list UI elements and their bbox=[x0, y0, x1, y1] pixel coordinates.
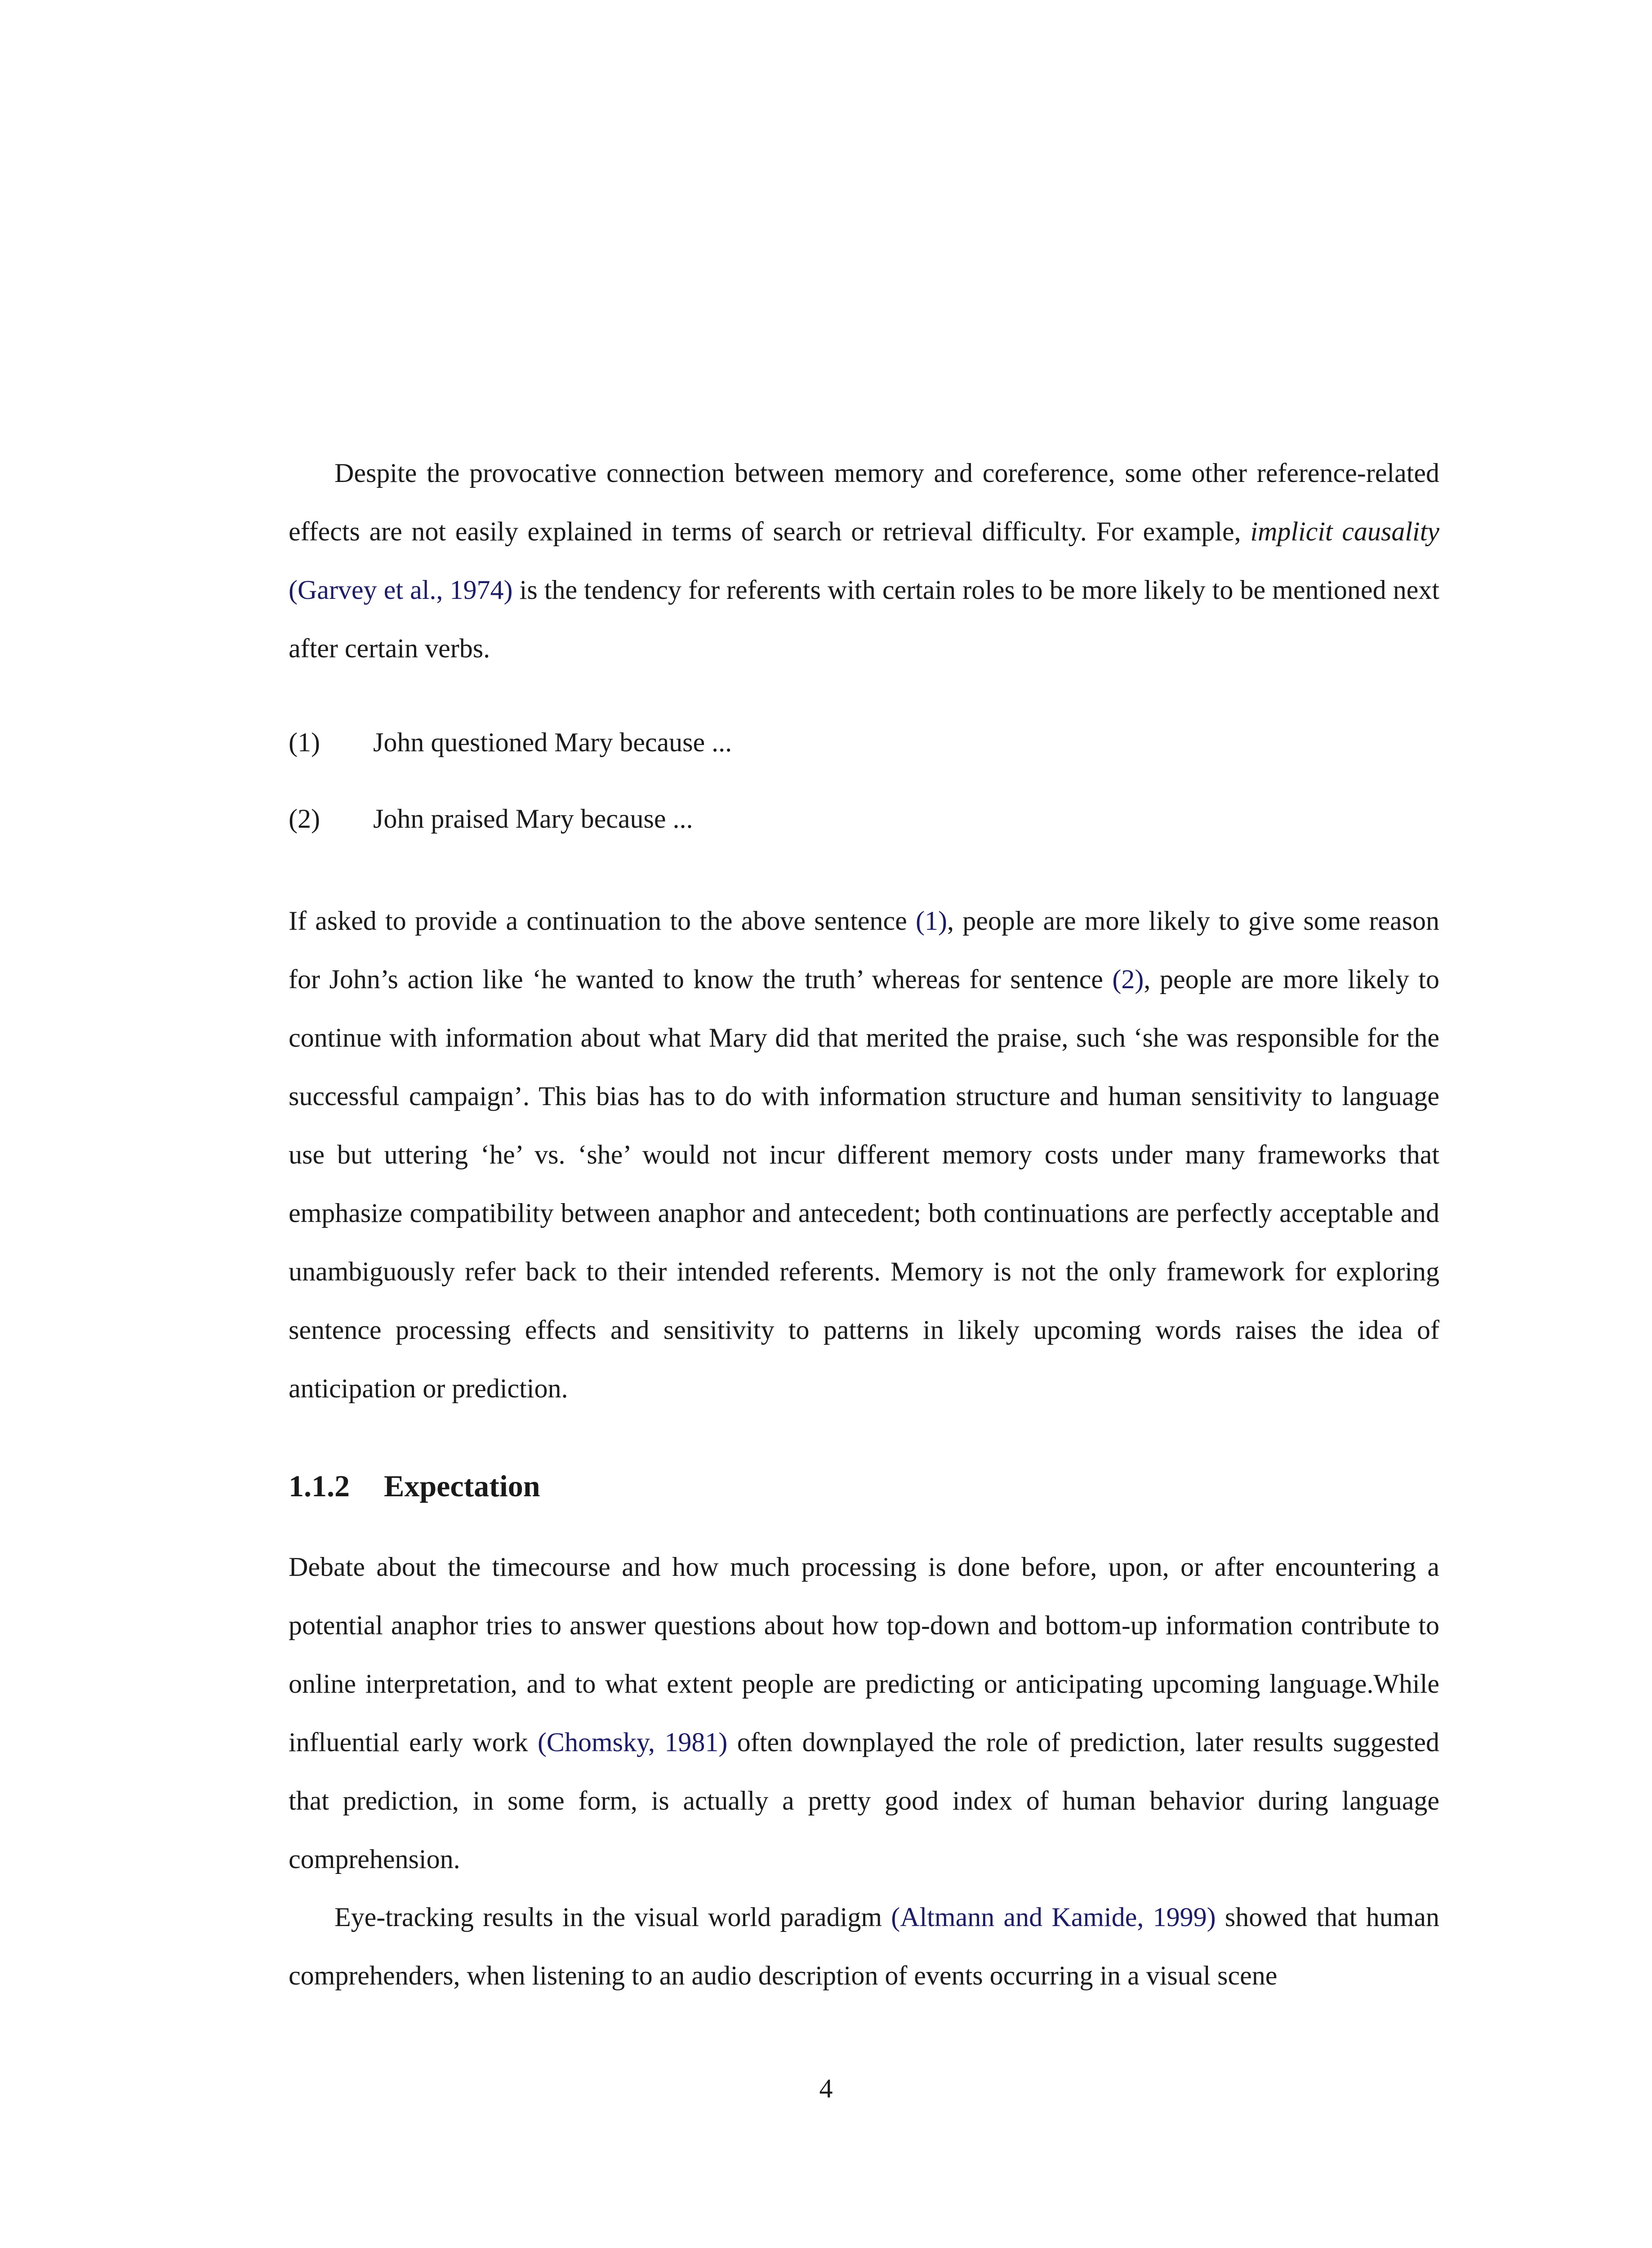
paragraph-eye-tracking: Eye-tracking results in the visual world paradigm (Altmann and Kamide, 1999) showed that human comprehenders, when listening to an audio description of events occurring in a visual scene bbox=[289, 1902, 1439, 1990]
citation-chomsky[interactable]: (Chomsky, 1981) bbox=[537, 1727, 728, 1757]
section-heading bbox=[289, 1463, 540, 1508]
example-1 bbox=[289, 724, 732, 760]
example-2 bbox=[289, 801, 693, 837]
page-number: 4 bbox=[819, 2074, 833, 2103]
example-ref-2[interactable]: (2) bbox=[1112, 964, 1144, 994]
section-title: Expectation bbox=[384, 1469, 540, 1503]
paragraph-timecourse: Debate about the timecourse and how much processing is done before, upon, or after encountering a potential anaphor tries to answer questions about how top-down and bottom-up information contribute to online interpretation, and to what extent people are predicting or anticipating upcoming language.While influential early work (Chomsky, 1981) often downplayed the role of prediction, later results suggested that prediction, in some form, is actually a pretty good index of human behavior during language comprehension. bbox=[289, 1552, 1439, 1874]
example-ref-1[interactable]: (1) bbox=[916, 906, 947, 936]
section-number: 1.1.2 bbox=[289, 1469, 350, 1503]
paragraph-implicit-causality: Despite the provocative connection between memory and coreference, some other reference-related effects are not easily explained in terms of search or retrieval difficulty. For example, implicit causality (Garvey et al., 1974) is the tendency for referents with certain roles to be more likely to be mentioned next after certain verbs. bbox=[289, 458, 1439, 663]
example-text: John praised Mary because ... bbox=[373, 804, 693, 834]
example-text: John questioned Mary because ... bbox=[373, 727, 732, 757]
citation-garvey[interactable]: (Garvey et al., 1974) bbox=[289, 575, 513, 605]
term-implicit-causality: implicit causality bbox=[1250, 517, 1439, 546]
citation-altmann[interactable]: (Altmann and Kamide, 1999) bbox=[891, 1902, 1216, 1932]
paragraph-continuation-bias: If asked to provide a continuation to the above sentence (1), people are more likely to give some reason for John’s action like ‘he wanted to know the truth’ whereas for sentence (2), people are more likely to continue with information about what Mary did that merited the praise, such ‘she was responsible for the successful campaign’. This bias has to do with information structure and human sensitivity to language use but uttering ‘he’ vs. ‘she’ would not incur different memory costs under many frameworks that emphasize compatibility between anaphor and antecedent; both continuations are perfectly acceptable and unambiguously refer back to their intended referents. Memory is not the only framework for exploring sentence processing effects and sensitivity to patterns in likely upcoming words raises the idea of anticipation or prediction. bbox=[289, 906, 1440, 1403]
example-number: (1) bbox=[289, 727, 320, 757]
example-number: (2) bbox=[289, 804, 320, 834]
